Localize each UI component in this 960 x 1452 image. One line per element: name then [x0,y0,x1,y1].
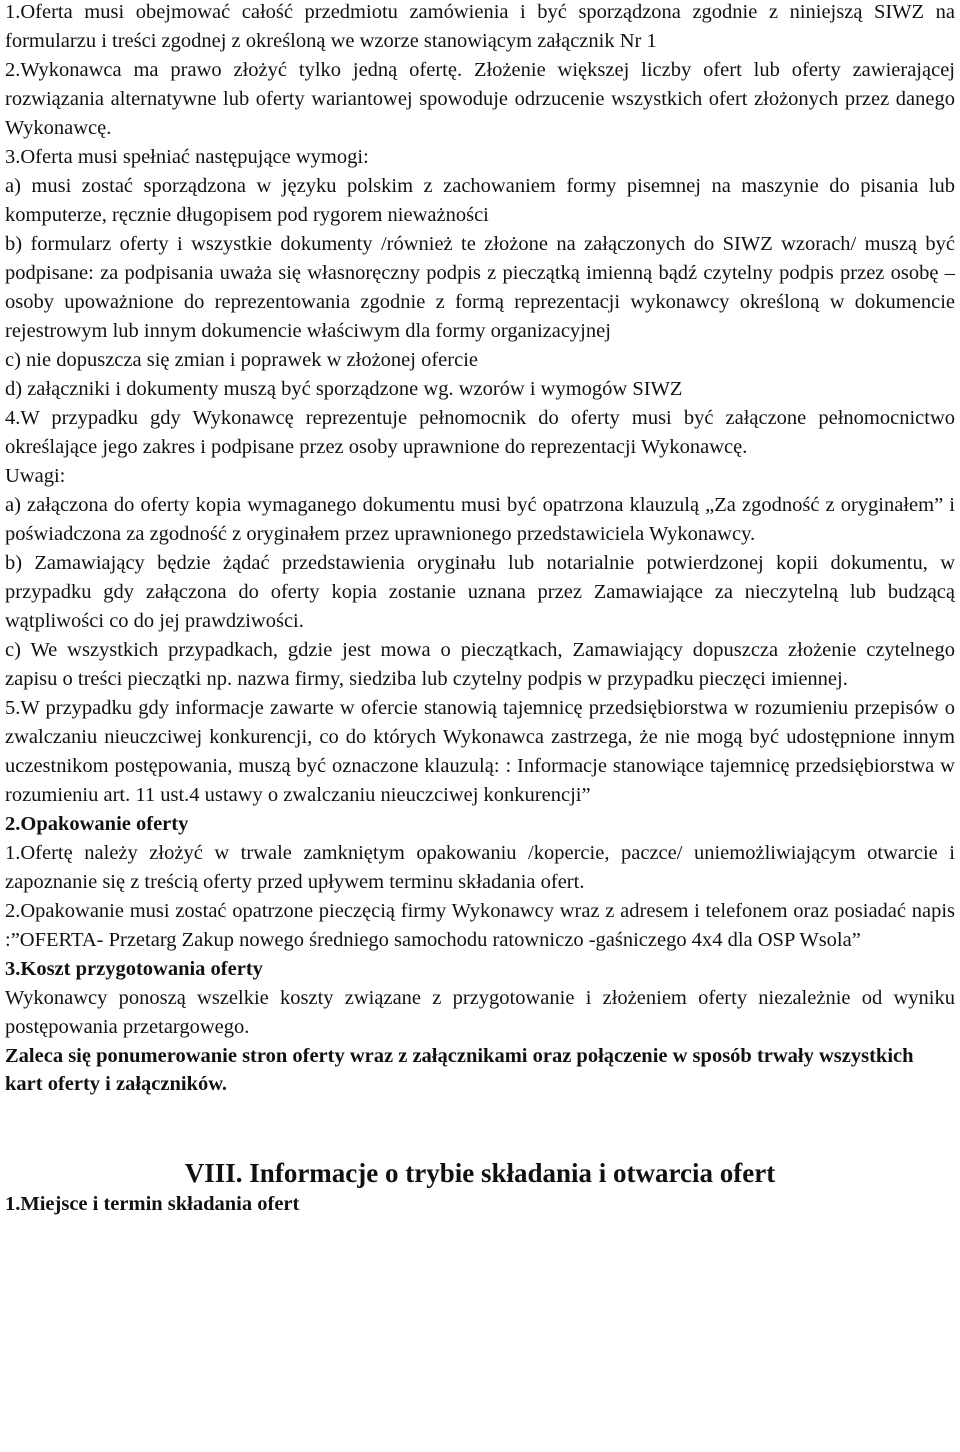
paragraph-3: 3.Oferta musi spełniać następujące wymogi: [5,146,369,168]
section-3-recommendation: Zaleca się ponumerowanie stron oferty wraz z załącznikami oraz połączenie w sposób trwały wszystkich kart oferty i załączników. [5,1045,914,1095]
paragraph-5: 5.W przypadku gdy informacje zawarte w ofercie stanowią tajemnicę przedsiębiorstwa w rozumieniu przepisów o zwalczaniu nieuczciwej konkurencji, co do których Wykonawca zastrzega, że nie mogą być udostępnione innym uczestnikom postępowania, muszą być oznaczone klauzulą: : Informacje stanowiące tajemnicę przedsiębiorstwa w rozumieniu art. 11 ust.4 ustawy o zwalczaniu nieuczciwej konkurencji” [5,697,955,806]
section-2-paragraph-2: 2.Opakowanie musi zostać opatrzone pieczęcią firmy Wykonawcy wraz z adresem i telefonem oraz posiadać napis :”OFERTA- Przetarg Zakup nowego średniego samochodu ratowniczo -gaśniczego 4x4 dla OSP Wsola” [5,900,955,951]
chapter-title: VIII. Informacje o trybie składania i otwarcia ofert [184,1158,776,1188]
section-3-heading: 3.Koszt przygotowania oferty [5,958,263,980]
notes-label: Uwagi: [5,465,66,487]
note-a: a) załączona do oferty kopia wymaganego dokumentu musi być opatrzona klauzulą „Za zgodność z oryginałem” i poświadczona za zgodność z oryginałem przez uprawnionego przedstawiciela Wykonawcy. [5,494,955,545]
note-b: b) Zamawiający będzie żądać przedstawienia oryginału lub notarialnie potwierdzonej kopii dokumentu, w przypadku gdy załączona do oferty kopia zostanie uznana przez Zamawiające za nieczytelną lub budzącą wątpliwości co do jej prawdziwości. [5,552,955,632]
subsection-heading: 1.Miejsce i termin składania ofert [5,1193,300,1215]
section-2-paragraph-1: 1.Ofertę należy złożyć w trwale zamkniętym opakowaniu /kopercie, paczce/ uniemożliwiającym otwarcie i zapoznanie się z treścią oferty przed upływem terminu składania ofert. [5,842,955,893]
note-c: c) We wszystkich przypadkach, gdzie jest mowa o pieczątkach, Zamawiający dopuszcza złożenie czytelnego zapisu o treści pieczątki np. nazwa firmy, siedziba lub czytelny podpis w przypadku pieczęci imiennej. [5,639,955,690]
section-2-heading: 2.Opakowanie oferty [5,813,189,835]
section-3-paragraph-1: Wykonawcy ponoszą wszelkie koszty związane z przygotowanie i złożeniem oferty niezależnie od wyniku postępowania przetargowego. [5,987,955,1038]
paragraph-3a: a) musi zostać sporządzona w języku polskim z zachowaniem formy pisemnej na maszynie do pisania lub komputerze, ręcznie długopisem pod rygorem nieważności [5,175,955,226]
paragraph-3c: c) nie dopuszcza się zmian i poprawek w złożonej ofercie [5,349,478,371]
paragraph-1: 1.Oferta musi obejmować całość przedmiotu zamówienia i być sporządzona zgodnie z niniejszą SIWZ na formularzu i treści zgodnej z określoną we wzorze stanowiącym załącznik Nr 1 [5,1,955,52]
paragraph-2: 2.Wykonawca ma prawo złożyć tylko jedną ofertę. Złożenie większej liczby ofert lub oferty zawierającej rozwiązania alternatywne lub oferty wariantowej spowoduje odrzucenie wszystkich ofert złożonych przez danego Wykonawcę. [5,59,955,139]
spacer [5,1098,955,1156]
document-page [5,0,955,1219]
paragraph-4: 4.W przypadku gdy Wykonawcę reprezentuje pełnomocnik do oferty musi być załączone pełnomocnictwo określające jego zakres i podpisane przez osoby uprawnione do reprezentacji Wykonawcę. [5,407,955,458]
paragraph-3b: b) formularz oferty i wszystkie dokumenty /również te złożone na załączonych do SIWZ wzorach/ muszą być podpisane: za podpisania uważa się własnoręczny podpis z pieczątką imienną bądź czytelny podpis przez osobę – osoby upoważnione do reprezentowania zgodnie z formą reprezentacji wykonawcy określoną w dokumencie rejestrowym lub innym dokumencie właściwym dla formy organizacyjnej [5,233,955,342]
paragraph-3d: d) załączniki i dokumenty muszą być sporządzone wg. wzorów i wymogów SIWZ [5,378,683,400]
